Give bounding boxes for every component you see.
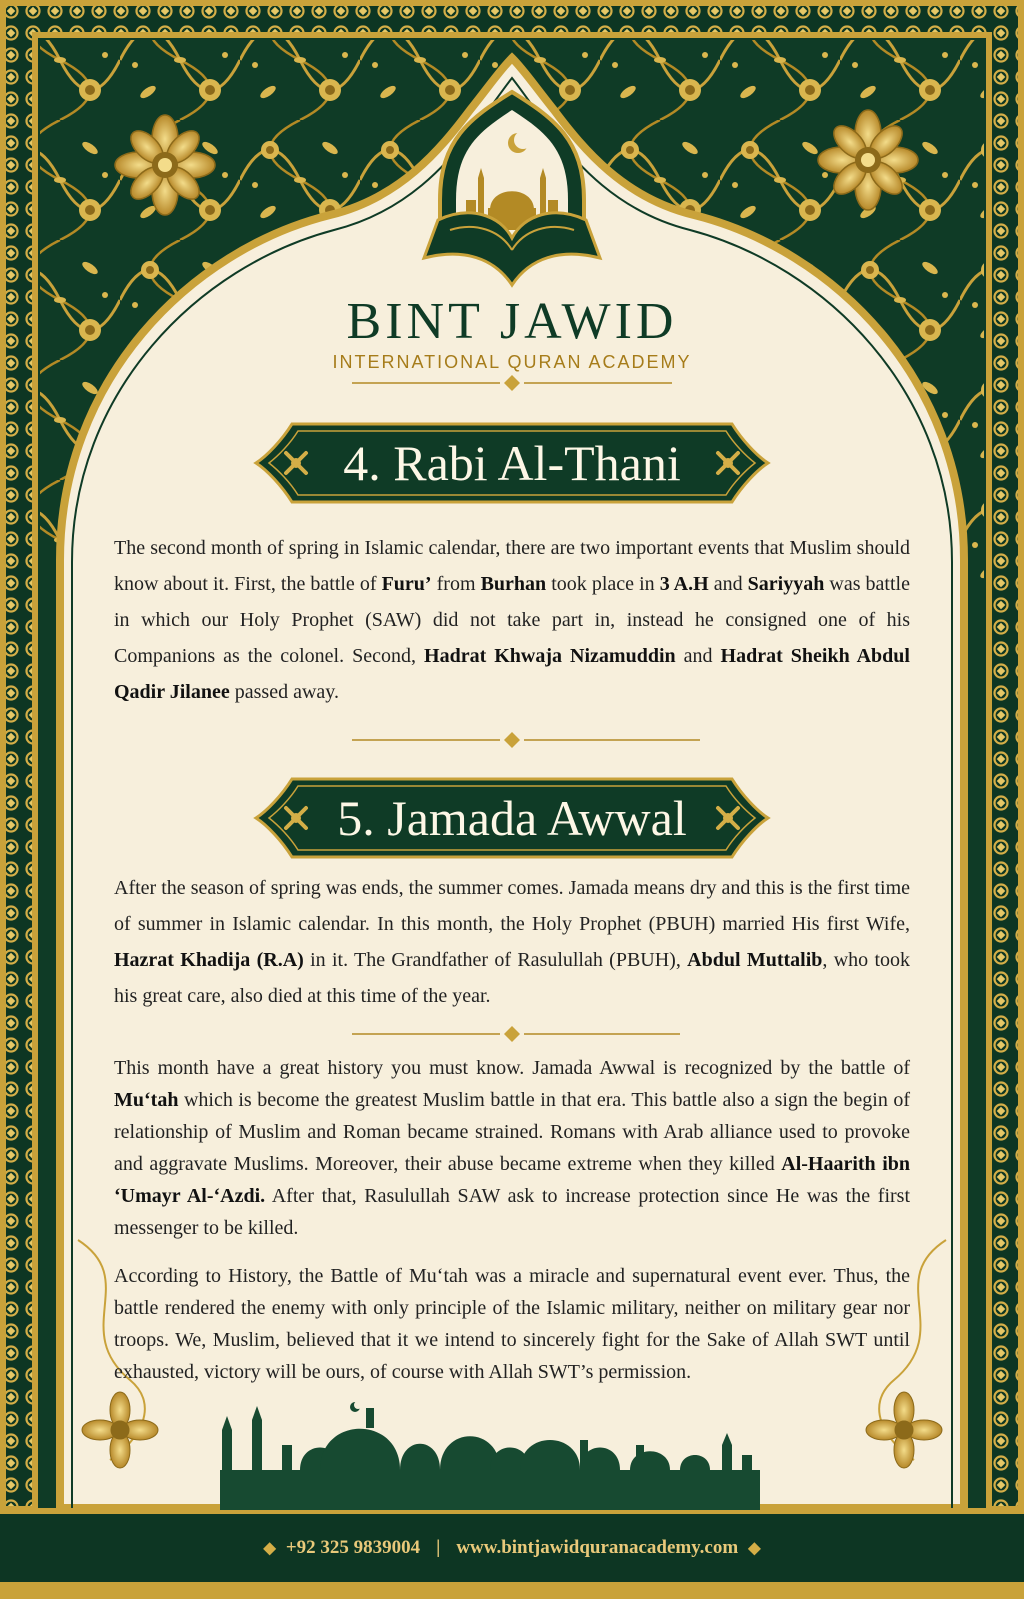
footer-separator: | <box>436 1537 441 1558</box>
emphasis-text: Hazrat Khadija (R.A) <box>114 949 304 971</box>
section-4-paragraph <box>114 530 910 710</box>
body-text: According to History, the Battle of Mu‘tah was a miracle and supernatural event ever. Thus, the battle rendered the enemy with only principle of the Islamic military, neither on military gear nor troops. We, Muslim, believed that it we intend to sincerely fight for the Sake of Allah SWT until exhausted, victory will be ours, of course with Allah SWT’s permission. <box>114 1265 910 1383</box>
emphasis-text: Abdul Muttalib <box>687 949 823 971</box>
body-text: took place in <box>546 573 660 595</box>
brand-name: BINT JAWID <box>346 293 678 350</box>
section-5-paragraph-2 <box>114 1052 910 1244</box>
phone-number[interactable]: +92 325 9839004 <box>285 1537 421 1558</box>
emphasis-text: Burhan <box>480 573 547 595</box>
body-text: was battle in which our Holy Prophet (SAW) did not take part in, instead he consigned one of his Companions as the colonel. Second, <box>114 573 910 667</box>
diamond-icon: ◆ <box>748 1540 761 1557</box>
body-text: and <box>675 645 721 667</box>
section-5-title: 5. Jamada Awwal <box>337 790 687 846</box>
section-4-title: 4. Rabi Al-Thani <box>343 435 681 491</box>
body-text: This month have a great history you must know. Jamada Awwal is recognized by the battle of <box>114 1057 910 1079</box>
body-text: and <box>708 573 748 595</box>
body-text: , who took his great care, also died at this time of the year. <box>114 949 911 1007</box>
section-5-paragraph-3 <box>114 1260 910 1388</box>
emphasis-text: Hadrat Khwaja Nizamuddin <box>424 645 676 667</box>
body-text: passed away. <box>229 681 339 703</box>
body-text: from <box>431 573 481 595</box>
section-4-banner <box>252 420 772 506</box>
website-link[interactable]: www.bintjawidquranacademy.com <box>456 1537 739 1558</box>
emphasis-text: Mu‘tah <box>114 1089 179 1111</box>
section-5-banner <box>252 775 772 861</box>
body-text: The second month of spring in Islamic calendar, there are two important events that Muslim should know about it. First, the battle of <box>114 537 910 595</box>
contact-footer <box>0 1512 1024 1584</box>
section-5-paragraph-1 <box>114 870 910 1014</box>
emphasis-text: Al-Haarith ibn ‘Umayr Al-‘Azdi. <box>114 1153 910 1207</box>
emphasis-text: Furu’ <box>381 573 432 595</box>
body-text: which is become the greatest Muslim battle in that era. This battle also a sign the begin of relationship of Muslim and Roman became strained. Romans with Arab alliance used to provoke and aggravate Muslims. Moreover, their abuse became extreme when they killed <box>114 1089 910 1175</box>
body-text: in it. The Grandfather of Rasulullah (PBUH), <box>303 949 688 971</box>
emphasis-text: 3 A.H <box>659 573 709 595</box>
body-text: After the season of spring was ends, the summer comes. Jamada means dry and this is the first time of summer in Islamic calendar. In this month, the Holy Prophet (PBUH) married His first Wife, <box>114 877 910 935</box>
brand-subtitle: INTERNATIONAL QURAN ACADEMY <box>332 352 692 372</box>
diamond-icon: ◆ <box>263 1540 276 1557</box>
body-text: After that, Rasulullah SAW ask to increase protection since He was the first messenger to be killed. <box>114 1185 910 1239</box>
emphasis-text: Hadrat Sheikh Abdul Qadir Jilanee <box>114 645 910 703</box>
emphasis-text: Sariyyah <box>747 573 825 595</box>
